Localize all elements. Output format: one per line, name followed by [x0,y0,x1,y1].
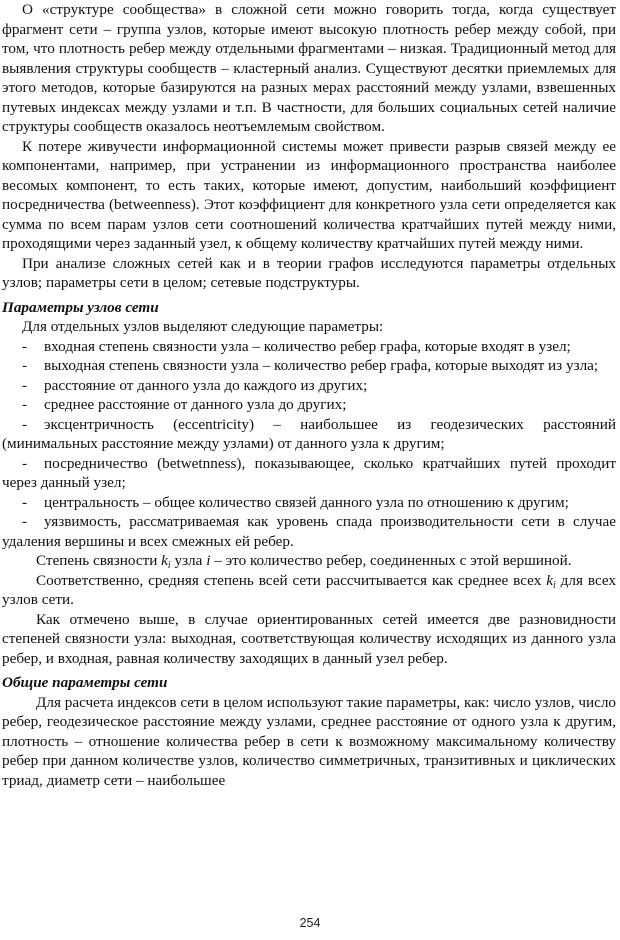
math-variable-k: k [546,571,553,589]
average-degree [2,571,616,610]
network-parameters-paragraph: Для расчета индексов сети в целом используют такие параметры, как: число узлов, число ребер, геодезическое расстояние между узлами, среднее расстояние от одного узла к другим, плотность – отношение количества ребер в сети к возможному максимальному количеству ребер при данном количестве узлов, количество симметричных, транзитивных и циклических триад, диаметр сети – наибольшее [2,693,616,789]
degree-text-2: узла [170,552,207,569]
average-degree-text-1: Соответственно, средняя степень всей сети рассчитывается как среднее всех [36,571,547,589]
math-variable-i: i [206,552,211,569]
list-item [2,395,616,415]
directed-networks-paragraph: Как отмечено выше, в случае ориентированных сетей имеется две разновидности степеней связности узла: выходная, соответствующая количеству исходящих из данного узла ребер, и входная, равная количеству заходящих в данный узел ребер. [2,610,616,667]
list-item [2,454,616,493]
degree-definition [2,551,616,571]
list-item [2,376,616,396]
section-heading-node-parameters: Параметры узлов сети [2,298,159,316]
math-subscript-i: i [167,560,171,571]
list-item-text: расстояние от данного узла до каждого из других; [44,376,368,394]
paragraph-community-structure: О «структуре сообщества» в сложной сети можно говорить тогда, когда существует фрагмент сети – группа узлов, которые имеют высокую плотность ребер между собой, при том, что плотность ребер между отдельными фрагментами – низкая. Традиционный метод для выявления структуры сообществ – кластерный анализ. Существуют десятки приемлемых для этого методов, которые базируются на разных мерах расстояний между узлами, взвешенных путевых индексах между узлами и т.п. В частности, для больших социальных сетей наличие структуры сообществ оказалось неотъемлемым свойством. [2,1,616,135]
list-item-text: центральность – общее количество связей данного узла по отношению к другим; [44,493,569,511]
list-dash: - [22,415,28,433]
list-dash: - [22,454,28,472]
list-item [2,512,616,551]
list-dash: - [22,337,28,355]
section-heading-network-parameters: Общие параметры сети [2,674,168,691]
list-item-text: среднее расстояние от данного узла до других; [44,396,347,413]
math-subscript-i: i [552,579,556,591]
paragraph-analysis: При анализе сложных сетей как и в теории графов исследуются параметры отдельных узлов; параметры сети в целом; сетевые подструктуры. [2,254,616,291]
list-item-text: входная степень связности узла – количество ребер графа, которые входят в узел; [44,337,571,355]
average-degree-text-2: для всех узлов сети. [2,571,616,608]
list-item [2,337,616,357]
paragraph-survivability: К потере живучести информационной системы может привести разрыв связей между ее компонентами, например, при устранении из информационного пространства наиболее весомых компонент, то есть таких, которые имеют, допустим, наибольший коэффициент посредничества (betweenness). Этот коэффициент для конкретного узла сети определяется как сумма по всем парам узлов сети соотношений количества кратчайших путей между ними, проходящими через заданный узел, к общему количеству кратчайших путей между ними. [2,137,616,252]
list-item [2,493,616,513]
list-item-text: эксцентричность (eccentricity) – наибольшее из геодезических расстояний (минимальных расстояние между узлами) от данного узла к другим; [2,415,616,452]
math-variable-k: k [161,552,168,569]
page-content [2,0,616,790]
list-dash: - [22,513,28,530]
page-number: 254 [299,916,321,930]
degree-text-1: Степень связности [36,552,162,569]
list-dash: - [22,357,28,374]
degree-text-3: – это количество ребер, соединенных с этой вершиной. [210,552,572,569]
list-dash: - [22,376,28,394]
node-parameters-intro: Для отдельных узлов выделяют следующие параметры: [22,318,384,335]
list-dash: - [22,493,28,511]
list-item-text: уязвимость, рассматриваемая как уровень спада производительности сети в случае удаления вершины и всех смежных ей ребер. [2,513,616,550]
list-item [2,356,616,376]
list-item [2,415,616,454]
list-item-text: выходная степень связности узла – количество ребер графа, которые выходят из узла; [44,357,599,374]
list-item-text: посредничество (betwetnness), показывающее, сколько кратчайших путей проходит через данный узел; [2,454,616,491]
list-dash: - [22,396,28,413]
